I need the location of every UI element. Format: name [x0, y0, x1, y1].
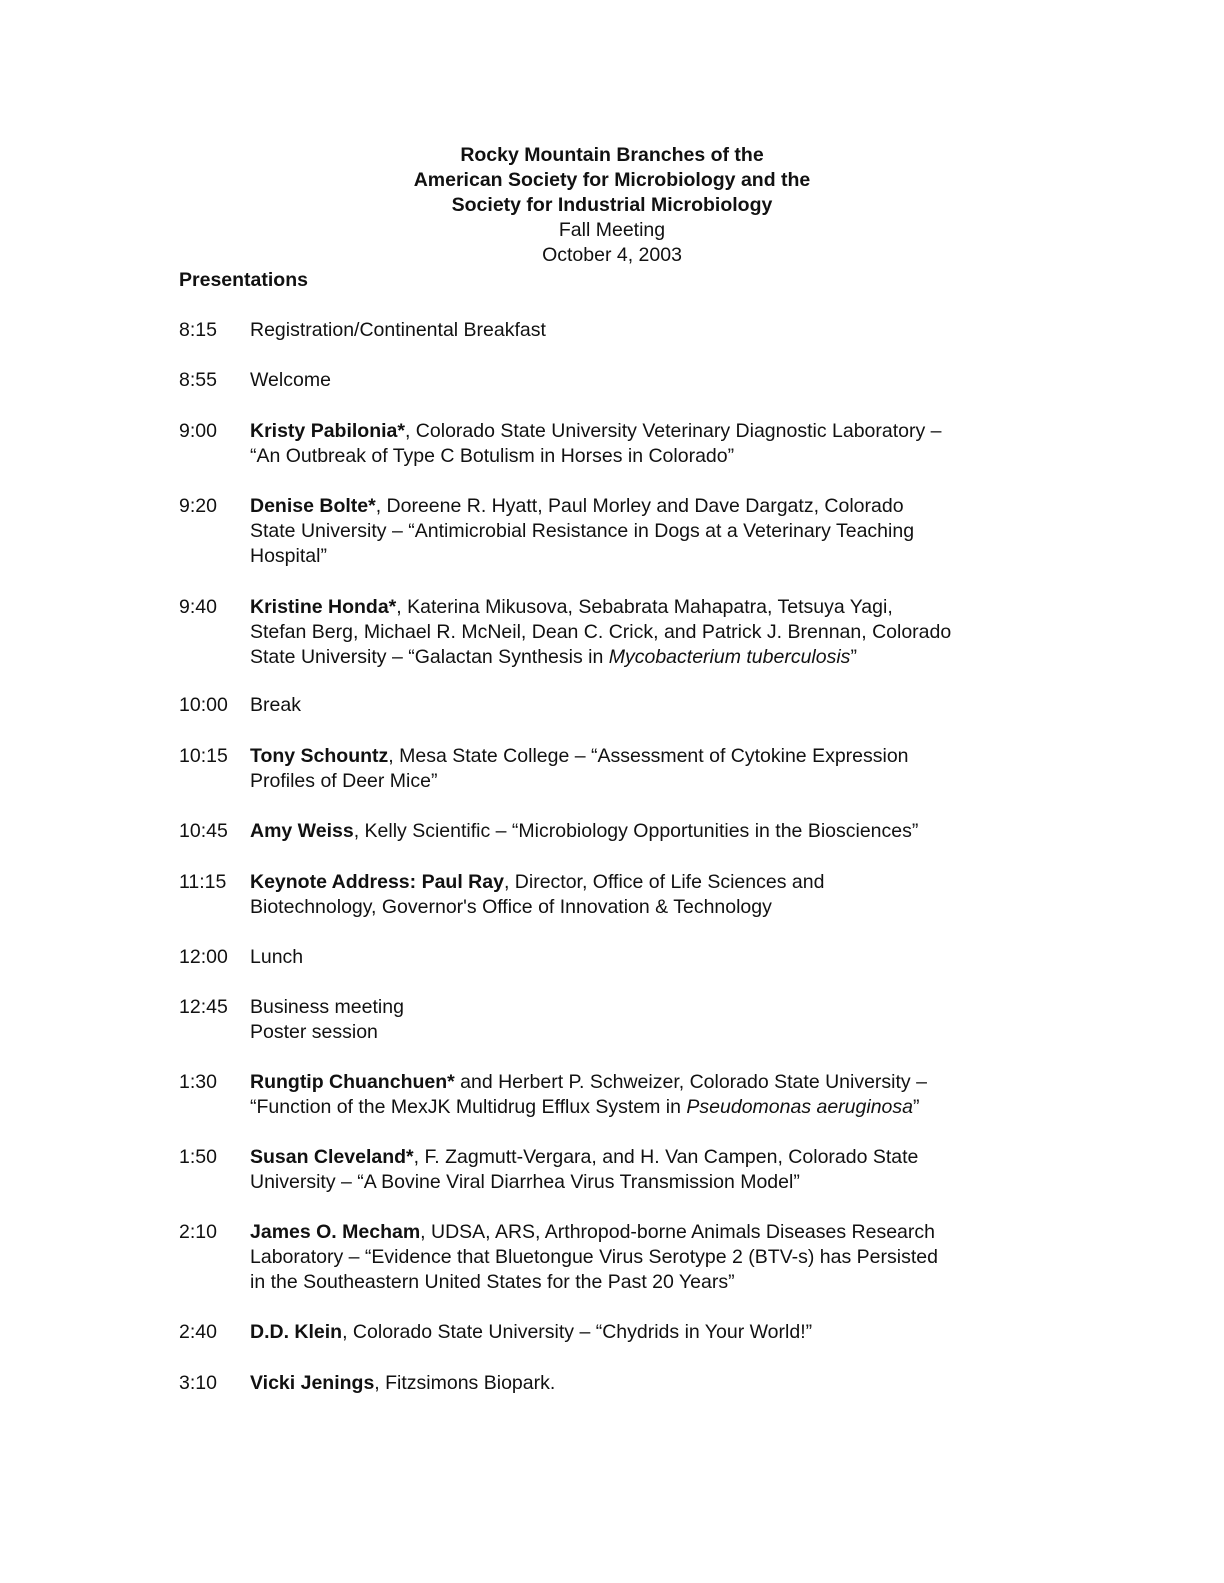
header-line-meeting: Fall Meeting [558, 219, 666, 241]
header-line-asm: American Society for Microbiology and the [413, 169, 811, 191]
entry-line [250, 1245, 1070, 1270]
entry-description [250, 693, 1070, 718]
presenter-name: Amy Weiss [250, 820, 354, 842]
entry-time: 3:10 [179, 1372, 217, 1394]
entry-description [250, 368, 1070, 393]
entry-description [250, 1220, 1070, 1296]
entry-description [250, 945, 1070, 970]
entry-text: , Colorado State University – “Chydrids in Your World!” [342, 1321, 813, 1343]
entry-line [250, 1095, 1070, 1120]
entry-text: Lunch [250, 946, 304, 968]
entry-line [250, 1020, 1070, 1045]
entry-line [250, 1145, 1070, 1170]
entry-description [250, 1070, 1070, 1120]
entry-time: 1:30 [179, 1071, 217, 1093]
entry-description [250, 1320, 1070, 1345]
presenter-name: Kristy Pabilonia* [250, 420, 405, 442]
entry-time: 10:15 [179, 745, 228, 767]
species-name: Pseudomonas aeruginosa [686, 1096, 913, 1119]
entry-time: 12:00 [179, 946, 228, 968]
entry-text: , Katerina Mikusova, Sebabrata Mahapatra, Tetsuya Yagi, [396, 596, 893, 618]
entry-time: 8:55 [179, 369, 217, 391]
presenter-name: Rungtip Chuanchuen* [250, 1071, 455, 1093]
entry-line [250, 645, 1070, 670]
entry-text: , Kelly Scientific – “Microbiology Opportunities in the Biosciences” [353, 820, 919, 842]
entry-line [250, 1070, 1070, 1095]
entry-text: in the Southeastern United States for the Past 20 Years” [250, 1271, 735, 1294]
entry-line [250, 419, 1070, 444]
entry-line [250, 595, 1070, 620]
entry-line [250, 1320, 1070, 1345]
entry-text: State University – “Galactan Synthesis in [250, 646, 609, 669]
entry-text: , UDSA, ARS, Arthropod-borne Animals Diseases Research [420, 1221, 935, 1243]
entry-text: , Doreene R. Hyatt, Paul Morley and Dave Dargatz, Colorado [375, 495, 904, 517]
presenter-name: Kristine Honda* [250, 596, 397, 618]
entry-line [250, 870, 1070, 895]
entry-time: 11:15 [179, 871, 227, 893]
entry-description [250, 819, 1070, 844]
entry-description [250, 318, 1070, 343]
entry-time: 2:40 [179, 1321, 217, 1343]
entry-line [250, 895, 1070, 920]
entry-line [250, 1371, 1070, 1396]
entry-time: 2:10 [179, 1221, 217, 1243]
entry-time: 10:00 [179, 694, 228, 716]
entry-line [250, 945, 1070, 970]
entry-time: 8:15 [179, 319, 217, 341]
section-title: Presentations [179, 269, 308, 291]
presenter-name: Tony Schountz [250, 745, 389, 767]
entry-line [250, 519, 1070, 544]
entry-time: 9:20 [179, 495, 217, 517]
entry-line [250, 995, 1070, 1020]
entry-description [250, 419, 1070, 469]
entry-line [250, 1270, 1070, 1295]
presenter-name: Denise Bolte* [250, 495, 376, 517]
entry-text: State University – “Antimicrobial Resistance in Dogs at a Veterinary Teaching [250, 520, 915, 543]
entry-text: Business meeting [250, 996, 404, 1018]
entry-text: , Fitzsimons Biopark. [374, 1372, 556, 1394]
entry-text: “An Outbreak of Type C Botulism in Horses in Colorado” [250, 445, 735, 468]
entry-time: 1:50 [179, 1146, 217, 1168]
entry-line [250, 1170, 1070, 1195]
entry-text: Profiles of Deer Mice” [250, 770, 438, 793]
entry-line [250, 769, 1070, 794]
entry-line [250, 819, 1070, 844]
entry-line [250, 318, 1070, 343]
entry-description [250, 494, 1070, 570]
entry-text: Poster session [250, 1021, 378, 1044]
entry-text: Break [250, 694, 301, 716]
entry-description [250, 1371, 1070, 1396]
entry-line [250, 744, 1070, 769]
header-line-sim: Society for Industrial Microbiology [451, 194, 773, 216]
entry-line [250, 494, 1070, 519]
species-name: Mycobacterium tuberculosis [608, 646, 851, 669]
entry-text: , Director, Office of Life Sciences and [503, 871, 825, 893]
entry-text: and Herbert P. Schweizer, Colorado State University – [454, 1071, 927, 1093]
entry-line [250, 368, 1070, 393]
presenter-name: Susan Cleveland* [250, 1146, 414, 1168]
presenter-name: D.D. Klein [250, 1321, 343, 1343]
entry-text: Registration/Continental Breakfast [250, 319, 546, 341]
entry-text: Biotechnology, Governor's Office of Innovation & Technology [250, 896, 772, 919]
entry-description [250, 870, 1070, 920]
entry-text: , F. Zagmutt-Vergara, and H. Van Campen, Colorado State [413, 1146, 919, 1168]
presenter-name: Vicki Jenings [250, 1372, 375, 1394]
entry-text: , Colorado State University Veterinary Diagnostic Laboratory – [404, 420, 942, 442]
entry-time: 9:40 [179, 596, 217, 618]
entry-line [250, 620, 1070, 645]
entry-text: “Function of the MexJK Multidrug Efflux System in [250, 1096, 687, 1119]
entry-text: Welcome [250, 369, 331, 391]
entry-text: , Mesa State College – “Assessment of Cytokine Expression [388, 745, 909, 767]
entry-text: Hospital” [250, 545, 327, 568]
entry-description [250, 595, 1070, 671]
entry-line [250, 544, 1070, 569]
entry-text: Laboratory – “Evidence that Bluetongue Virus Serotype 2 (BTV-s) has Persisted [250, 1246, 938, 1269]
entry-text: ” [912, 1096, 920, 1119]
entry-description [250, 1145, 1070, 1195]
entry-time: 12:45 [179, 996, 228, 1018]
presenter-name: James O. Mecham [250, 1221, 421, 1243]
entry-time: 10:45 [179, 820, 228, 842]
entry-text: University – “A Bovine Viral Diarrhea Virus Transmission Model” [250, 1171, 800, 1194]
entry-description [250, 995, 1070, 1045]
document-header [0, 143, 1224, 268]
entry-line [250, 444, 1070, 469]
entry-time: 9:00 [179, 420, 217, 442]
entry-line [250, 693, 1070, 718]
presenter-name: Keynote Address: Paul Ray [250, 871, 504, 893]
entry-text: Stefan Berg, Michael R. McNeil, Dean C. Crick, and Patrick J. Brennan, Colorado [250, 621, 952, 644]
entry-line [250, 1220, 1070, 1245]
header-line-date: October 4, 2003 [542, 244, 682, 266]
entry-description [250, 744, 1070, 794]
header-line-branches: Rocky Mountain Branches of the [460, 144, 764, 166]
entry-text: ” [850, 646, 857, 669]
